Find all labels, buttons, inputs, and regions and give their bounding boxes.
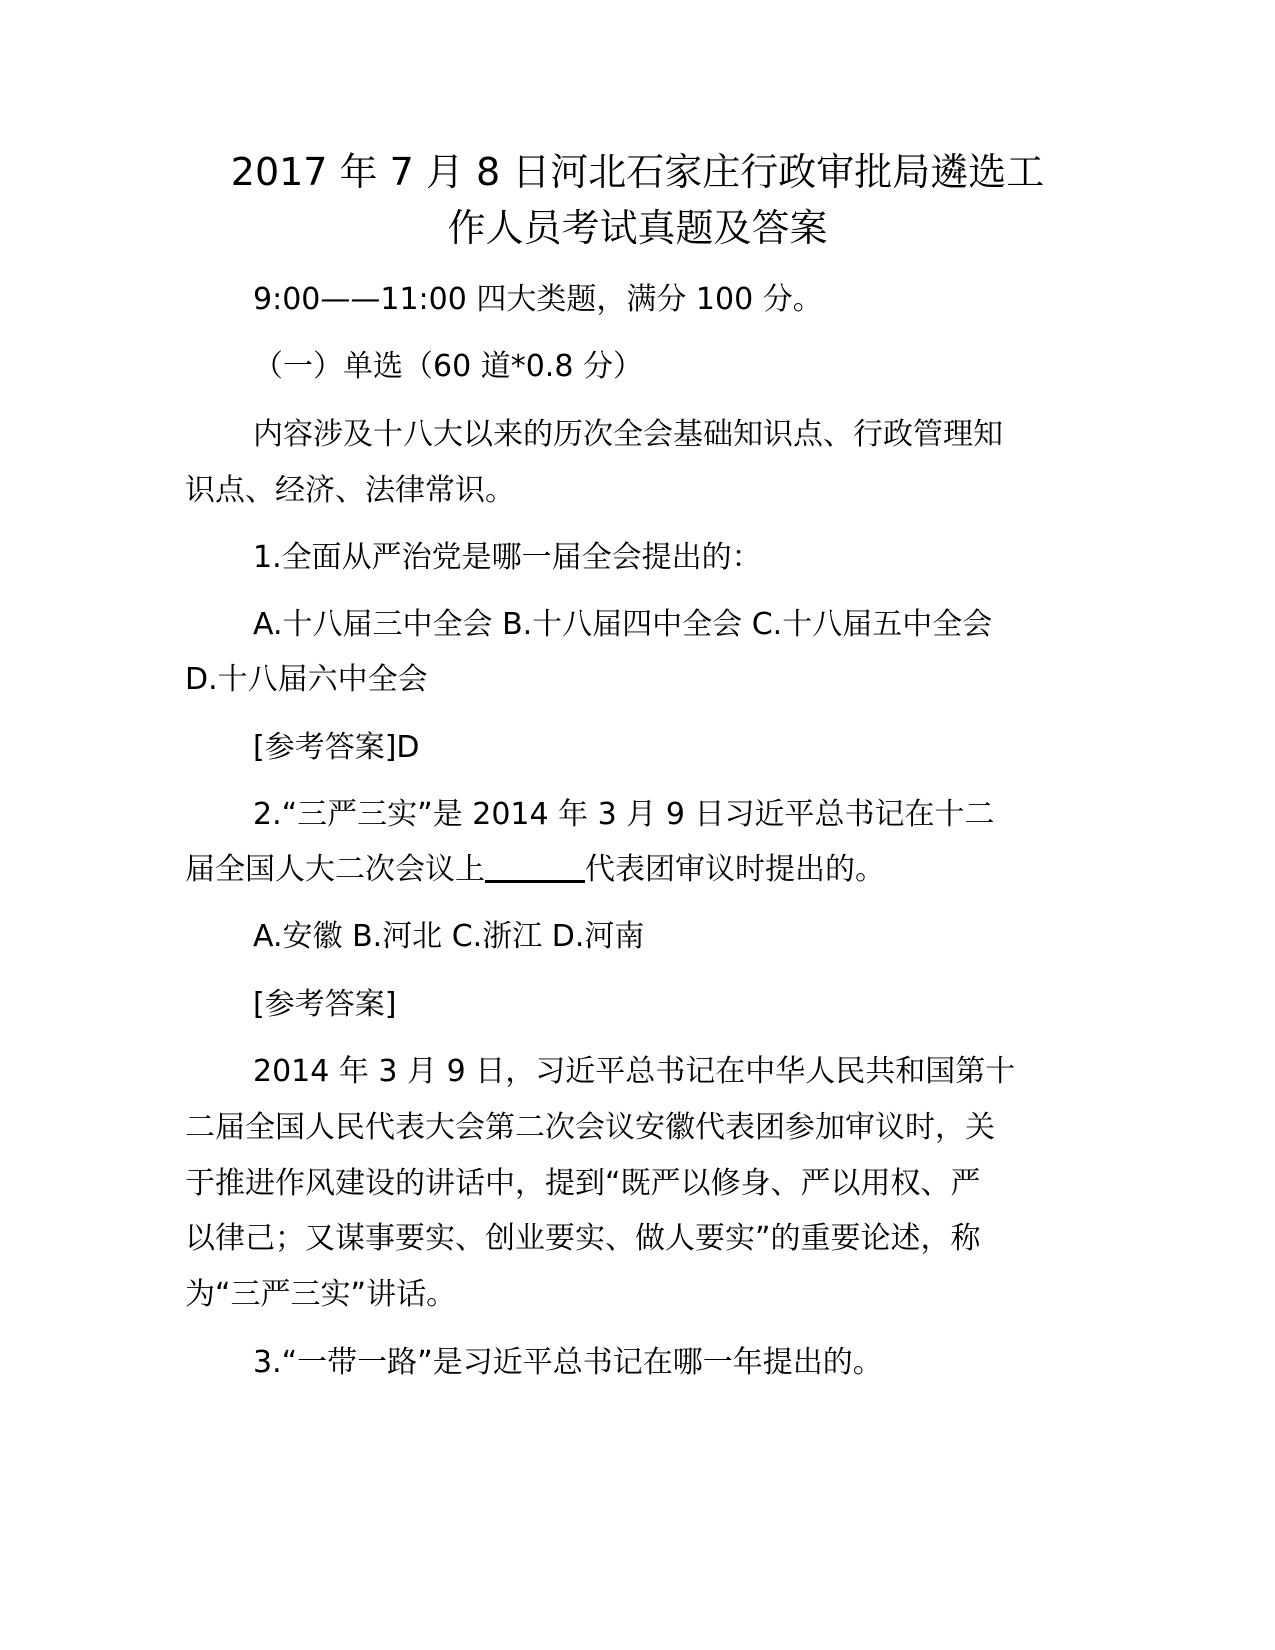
question-1-answer: [参考答案]D — [253, 730, 420, 765]
question-1-options-line-1: A.十八届三中全会 B.十八届四中全会 C.十八届五中全会 — [253, 607, 993, 642]
scope-text-line-1: 内容涉及十八大以来的历次全会基础知识点、行政管理知 — [253, 417, 1003, 452]
question-2-explanation-line-1: 2014 年 3 月 9 日，习近平总书记在中华人民共和国第十 — [253, 1054, 1016, 1089]
exam-time-info: 9:00——11:00 四大类题，满分 100 分。 — [253, 282, 823, 317]
question-1: 1.全面从严治党是哪一届全会提出的： — [253, 540, 762, 575]
question-2-text-before-blank: 届全国人大二次会议上 — [185, 852, 485, 887]
scope-text-line-2: 识点、经济、法律常识。 — [185, 473, 515, 508]
question-1-options-line-2: D.十八届六中全会 — [185, 662, 428, 697]
question-2-explanation-line-2: 二届全国人民代表大会第二次会议安徽代表团参加审议时，关 — [185, 1110, 995, 1145]
question-2-explanation-line-5: 为“三严三实”讲话。 — [185, 1277, 457, 1312]
question-2-line-1: 2.“三严三实”是 2014 年 3 月 9 日习近平总书记在十二 — [253, 797, 995, 832]
question-2-line-2 — [185, 850, 885, 890]
question-2-options: A.安徽 B.河北 C.浙江 D.河南 — [253, 919, 645, 954]
section-heading: （一）单选（60 道*0.8 分） — [253, 349, 643, 384]
question-2-answer-label: [参考答案] — [253, 987, 397, 1022]
question-2-explanation-line-3: 于推进作风建设的讲话中，提到“既严以修身、严以用权、严 — [185, 1166, 981, 1201]
question-3: 3.“一带一路”是习近平总书记在哪一年提出的。 — [253, 1345, 883, 1380]
document-title-line-1: 2017 年 7 月 8 日河北石家庄行政审批局遴选工 — [230, 150, 1045, 194]
question-2-explanation-line-4: 以律己；又谋事要实、创业要实、做人要实”的重要论述，称 — [185, 1221, 981, 1256]
document-title-line-2: 作人员考试真题及答案 — [447, 206, 828, 250]
question-2-text-after-blank: 代表团审议时提出的。 — [585, 852, 885, 887]
fill-in-blank — [485, 850, 585, 883]
